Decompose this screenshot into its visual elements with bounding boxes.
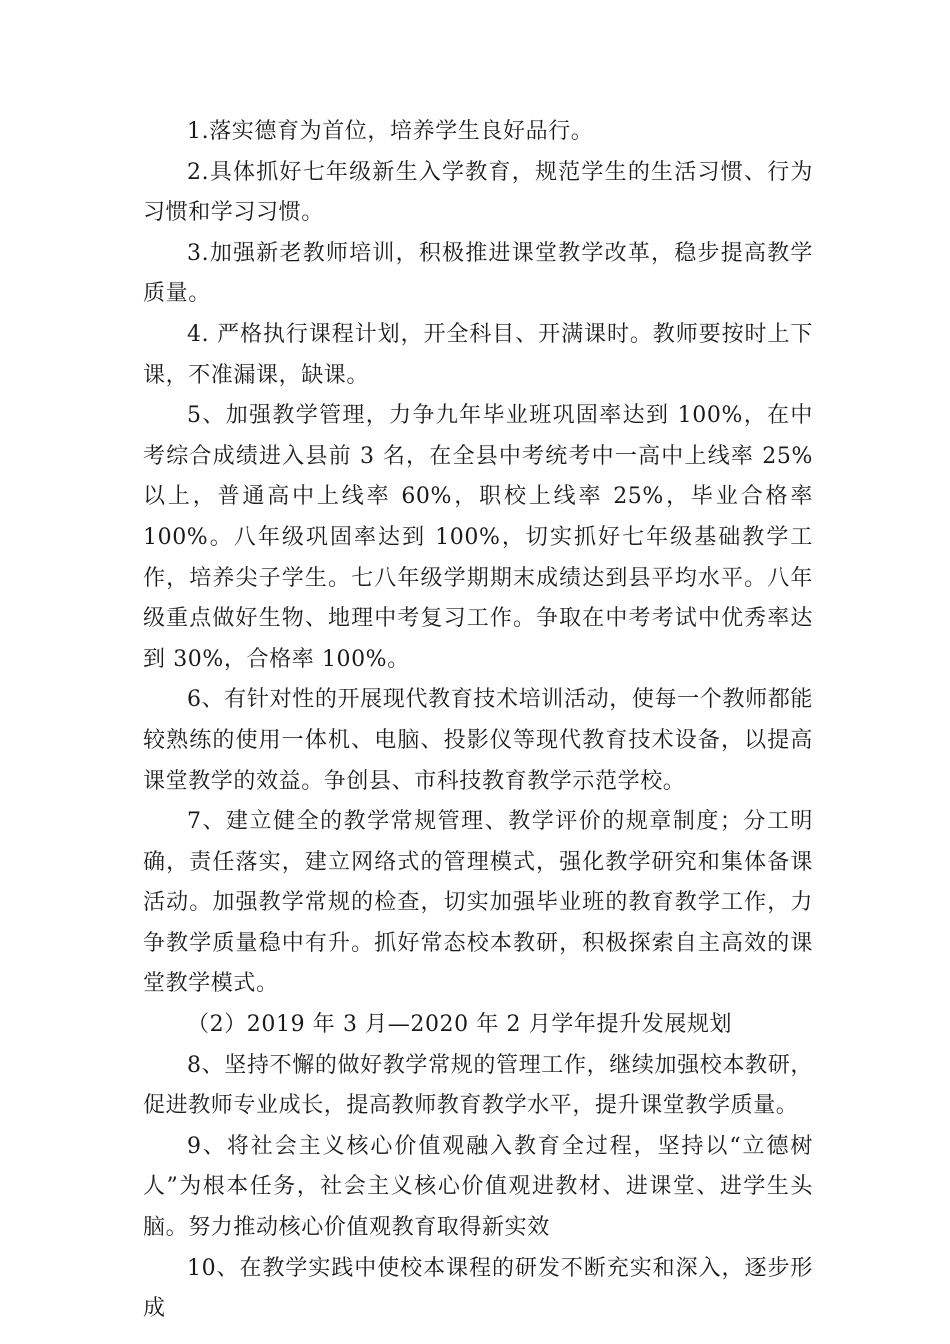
paragraph-5: 5、加强教学管理，力争九年毕业班巩固率达到 100%，在中考综合成绩进入县前 3 名，在全县中考统考中一高中上线率 25%以上，普通高中上线率 60%，职校上线率 25%，毕业合格率 100%。八年级巩固率达到 100%，切实抓好七年级基础教学工作，培养尖子学生。七八年级学期期末成绩达到县平均水平。八年级重点做好生物、地理中考复习工作。争取在中考考试中优秀率达到 30%，合格率 100%。: [143, 403, 813, 672]
paragraph-7: 7、建立健全的教学常规管理、教学评价的规章制度；分工明确，责任落实，建立网络式的管理模式，强化教学研究和集体备课活动。加强教学常规的检查，切实加强毕业班的教育教学工作，力争教学质量稳中有升。抓好常态校本教研，积极探索自主高效的课堂教学模式。: [143, 809, 813, 997]
paragraph-10: 10、在教学实践中使校本课程的研发不断充实和深入，逐步形成: [143, 1255, 813, 1322]
paragraph-3: 3.加强新老教师培训，积极推进课堂教学改革，稳步提高教学质量。: [143, 240, 813, 307]
document-body: [143, 112, 813, 1330]
paragraph-1: 1.落实德育为首位，培养学生良好品行。: [187, 119, 594, 144]
paragraph-2: 2.具体抓好七年级新生入学教育，规范学生的生活习惯、行为习惯和学习习惯。: [143, 159, 813, 226]
paragraph-6: 6、有针对性的开展现代教育技术培训活动，使每一个教师都能较熟练的使用一体机、电脑、投影仪等现代教育技术设备，以提高课堂教学的效益。争创县、市科技教育教学示范学校。: [143, 687, 813, 794]
paragraph-4: 4. 严格执行课程计划，开全科目、开满课时。教师要按时上下课，不准漏课，缺课。: [143, 321, 813, 388]
paragraph-9: 9、将社会主义核心价值观融入教育全过程，坚持以“立德树人”为根本任务，社会主义核心价值观进教材、进课堂、进学生头脑。努力推动核心价值观教育取得新实效: [143, 1133, 813, 1241]
section-heading: （2）2019 年 3 月—2020 年 2 月学年提升发展规划: [187, 1012, 733, 1038]
paragraph-8: 8、坚持不懈的做好教学常规的管理工作，继续加强校本教研，促进教师专业成长，提高教师教育教学水平，提升课堂教学质量。: [143, 1052, 813, 1119]
